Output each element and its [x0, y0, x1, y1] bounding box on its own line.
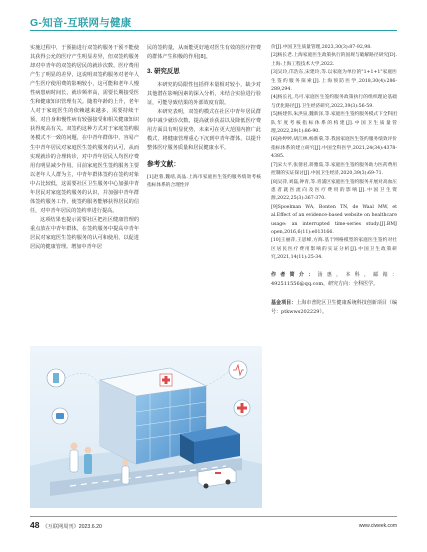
body-paragraph: 本研究的局限性包括样本量相对较小，缺少对其他潜在影响因素的深入分析，未结合实验进行验证，可能导致结果的外部效度有限。	[147, 82, 261, 107]
reference-item: [8]吴萍,刘磊,钟青,等.青浦区家庭医生签约服务开展对高血压患者就医流向及医疗费用的影响[J].中国卫生资源,2022,25(3):367-370.	[271, 179, 397, 202]
page-number: 48	[30, 520, 40, 530]
author-text: 汤惠，本科，邮箱：492511556@qq.com，研究方向：全科医学。	[271, 271, 397, 287]
reference-item: 价[J].中国卫生质量管理,2023,30(3):87-92,98.	[271, 45, 372, 50]
body-paragraph: 这项结果也提示需要社区把社区健康管理的重点放在中青年群体，在签约服务中提高中青年居民对家庭医生签约服务的认可和使用，以促进居民的健康管理。增加中青年居	[30, 216, 139, 251]
body-paragraph: 本研究表明，双签约模式在社区中青年居民群体中减少就诊次数、提高就诊获益以及降低医疗费用方面具有明显优势，未来可在更大范围内推广此模式，将健康管理重心下沉到中青年群体，以提升整体医疗服务质量和居民健康水平。	[147, 109, 261, 152]
right-column	[271, 44, 397, 317]
reference-item: [9]Spoelman WA, Bonten TN, de Waal MW, et al.Effect of an evidence-based website on healthcare usage: an interrupted time-series study.[J].BMJ open,2016,6(11):e013166.	[271, 204, 397, 235]
left-column	[30, 44, 139, 252]
fund-text: 上海市普陀区卫生健康系统科技创新项目（编号：ptkwws202229）。	[271, 299, 397, 315]
footer-left	[30, 520, 102, 530]
hospital-illustration	[30, 346, 262, 508]
reference-item: [2]杨长老.上海家庭医生政策执行的国规与破解路径研究[D].上海:上海工程技术大学,2022.	[271, 53, 397, 67]
section-header: G-知音-互联网与健康	[30, 17, 132, 29]
magazine-name: 《互联网周刊》2023.6.20	[42, 524, 102, 530]
middle-column	[147, 44, 261, 190]
header-rule	[30, 30, 397, 31]
footer-website: www.ciweek.com	[358, 523, 397, 529]
reference-item: [6]孙婷婷,胡江林,杨新菊,等.我国家庭医生签约服务绩效评价指标体系的建立研究[J].中国全科医学,2021,24(34):4378-4385.	[271, 137, 397, 160]
illustration	[30, 346, 262, 508]
body-paragraph: 民的签约量，从而能更好地对医生有效的医疗控费的群体产生积极的作用[8]。	[147, 45, 261, 61]
references-title: 参考文献：	[147, 160, 180, 168]
reference-item: [10]王丽萍,王思峰,方海.基于网格模型的家庭医生签约对社区居民医疗费用影响的实证分析[J].中国卫生政策研究,2021,14(11):25-34.	[271, 238, 397, 261]
fund-info	[271, 299, 397, 317]
author-info	[271, 271, 397, 289]
author-label: 作者简介：	[271, 271, 318, 278]
section-heading: 3. 研究反思	[147, 68, 180, 76]
fund-label: 基金项目：	[271, 299, 297, 306]
reference-item: [5]杨建伟,朱洪泉,魏新泽,等.家庭医生签约服务模式下全科团队年度考核指标体系的构建[J].中国卫生质量管理,2022,29(1):86-90.	[271, 112, 397, 135]
reference-item: [1]赵蓉,魏靖,高晶.上海市家庭医生签约服务绩效考核指标体系的合理性评	[147, 174, 261, 188]
body-paragraph: 实施过程中，于预抽进行双签约服务干预不能使其获得公允的医疗产生明显差异，但双签约服务却对中青年的双签约居民的就诊次数、医疗费用产生了明显的差异，这说明双签约服务对老年人产生医疗使用费的影响较小，这可能和老年人慢性病患病时间长，就诊频率高，需要长期接受医生和健康知识管理有关。随着年龄的上升，老年人对于家庭医生的依赖越来越多，需要持续干预，对自身和慢性病有较强接受和相关健康知识获得度高有关。双签约这种方式对于家庭签约服务模式不一致的问题，在中青年群体中，容易产生中青年居民对家庭医生签约服务的认可，从而实现就诊的合理转诊，对中青年居民人均医疗费用有明显减少作用。目前家庭医生签约服务主要以老年人人群为主，中青年群体签约在签约对象中占比较低，这需要社区卫生服务中心加强中青年居民对家庭签约服务的认识，并加强中青年群体签约服务工作，使签约服务能够获得居民的信任，对中青年居民的签约率进行提高。	[30, 45, 139, 214]
reference-item: [7]宋大平,张倩君,蒋雅茹,等.家庭医生签约服务助力医药费用控制的实证探讨[J].中国卫生经济,2020,39(3):69-71.	[271, 162, 397, 177]
reference-item: [4]杨长礼,乌可.家庭医生签约服务政策执行的组织理论基础与优化路径[J].卫生经济研究,2022,39(3):56-59.	[271, 95, 397, 109]
reference-item: [3]吴玲,邝浩东,宋建玲,等.以家庭为单位的"1+1+1"家庭医生签约服务探索[J].上海预防医学,2018,30(4):286-289,294.	[271, 70, 397, 93]
footer-rule	[30, 516, 397, 517]
